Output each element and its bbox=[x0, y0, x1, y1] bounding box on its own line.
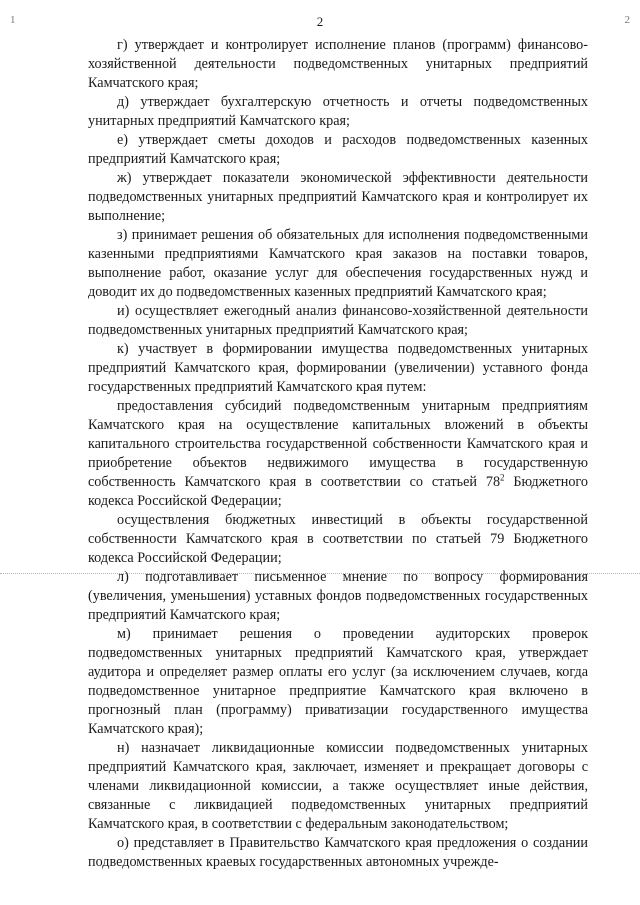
paragraph-g: г) утверждает и контролирует исполнение планов (программ) финансово-хозяйственной деятельности подведомственных унитарных предприятий Камчатского края; bbox=[88, 37, 588, 91]
article-superscript: 2 bbox=[500, 472, 505, 483]
paragraph-o: о) представляет в Правительство Камчатского края предложения о создании подведомственных краевых государственных автономных учрежде- bbox=[88, 835, 588, 870]
paragraph-k-investments: осуществления бюджетных инвестиций в объекты государственной собственности Камчатского края в соответствии по статьей 79 Бюджетного кодекса Российской Федерации; bbox=[88, 512, 588, 566]
scan-edge-mark-right: 2 bbox=[624, 14, 630, 26]
paragraph-zh: ж) утверждает показатели экономической эффективности деятельности подведомственных унитарных предприятий Камчатского края и контролирует их выполнение; bbox=[88, 170, 588, 224]
paragraph-m: м) принимает решения о проведении аудиторских проверок подведомственных унитарных предприятий Камчатского края, утверждает аудитора и определяет размер оплаты его услуг (за исключением случаев, когда подведомственное унитарное предприятие Камчатского края включено в прогнозный план (программу) приватизации государственного имущества Камчатского края); bbox=[88, 626, 588, 737]
document-body bbox=[88, 36, 588, 872]
paragraph-i: и) осуществляет ежегодный анализ финансово-хозяйственной деятельности подведомственных унитарных предприятий Камчатского края; bbox=[88, 303, 588, 338]
page-header bbox=[0, 14, 640, 30]
paragraph-n: н) назначает ликвидационные комиссии подведомственных унитарных предприятий Камчатского края, заключает, изменяет и прекращает договоры с членами ликвидационной комиссии, а также осуществляет иные действия, связанные с ликвидацией подведомственных унитарных предприятий Камчатского края, в соответствии с федеральным законодательством; bbox=[88, 740, 588, 832]
page-number: 2 bbox=[316, 14, 324, 29]
paragraph-d: д) утверждает бухгалтерскую отчетность и отчеты подведомственных унитарных предприятий Камчатского края; bbox=[88, 94, 588, 129]
paragraph-z: з) принимает решения об обязательных для исполнения подведомственными казенными предприятиями Камчатского края заказов на поставки товаров, выполнение работ, оказание услуг для обеспечения государственных нужд и доводит их до подведомственных казенных предприятий Камчатского края; bbox=[88, 227, 588, 300]
paragraph-k: к) участвует в формировании имущества подведомственных унитарных предприятий Камчатского края, формировании (увеличении) уставного фонда государственных предприятий Камчатского края путем: bbox=[88, 341, 588, 395]
subsidies-text: предоставления субсидий подведомственным унитарным предприятиям Камчатского края на осуществление капитальных вложений в объекты капитального строительства государственной собственности Камчатского края и приобретение объектов недвижимого имущества в государственную собственность Камчатского края в соответствии со статьей 78 bbox=[88, 398, 588, 490]
scan-edge-mark-left: 1 bbox=[10, 14, 16, 26]
subsidies-text-end: Бюджетного кодекса Российской Федерации; bbox=[88, 474, 588, 509]
paragraph-k-subsidies bbox=[88, 397, 588, 511]
paragraph-e: е) утверждает сметы доходов и расходов подведомственных казенных предприятий Камчатского края; bbox=[88, 132, 588, 167]
paragraph-l: л) подготавливает письменное мнение по вопросу формирования (увеличения, уменьшения) уставных фондов подведомственных государственных предприятий Камчатского края; bbox=[88, 569, 588, 623]
